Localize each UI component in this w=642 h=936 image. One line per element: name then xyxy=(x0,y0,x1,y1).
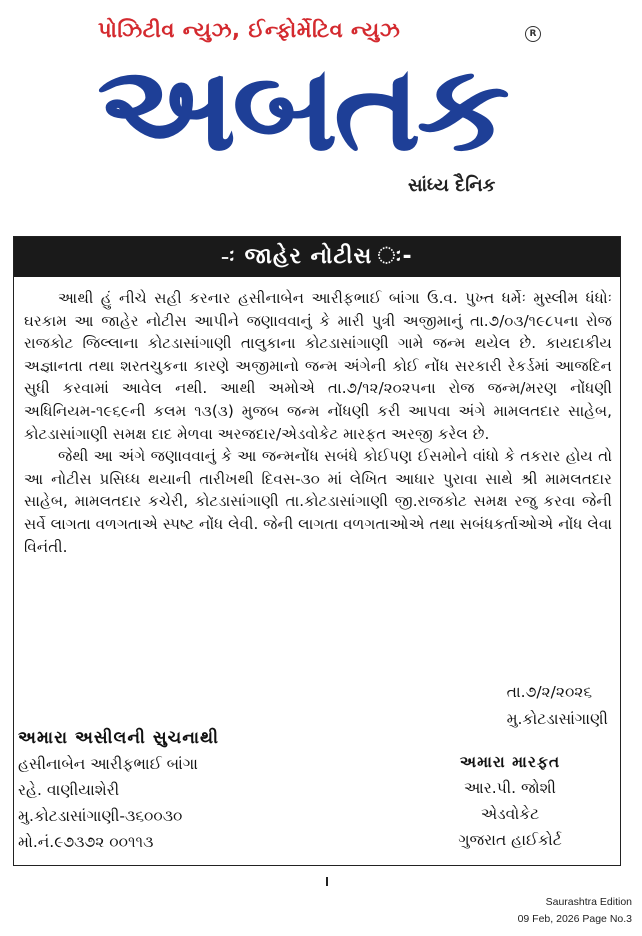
advocate-block xyxy=(430,749,590,853)
page-footer xyxy=(518,894,632,928)
edition-type: સાંધ્ય દૈનિક xyxy=(408,175,496,196)
notice-heading: -ઃ જાહેર નોટીસ ઃ- xyxy=(14,237,620,277)
footer-edition: Saurashtra Edition xyxy=(545,896,632,908)
advocate-line: આર.પી. જોશી xyxy=(464,779,556,797)
advocate-line: ગુજરાત હાઈકોર્ટ xyxy=(458,831,562,849)
notice-place: મુ.કોટડાસાંગાણી xyxy=(506,710,608,728)
client-line: મો.નં.૯૭૩૭૨ ૦૦૧૧૩ xyxy=(18,833,154,851)
masthead-tagline: પોઝિટીવ ન્યુઝ, ઈન્ફોર્મેટિવ ન્યુઝ xyxy=(98,18,401,42)
client-block xyxy=(18,725,219,855)
notice-paragraph: જેથી આ અંગે જણાવવાનું કે આ જન્મનોંધ સબંધે કોઈપણ ઈસમોને વાંધો કે તકરાર હોય તો આ નોટીસ પ્રસિધ્ધ થયાની તારીખથી દિવસ-૩૦ માં લેખિત આધાર પુરાવા સાથે શ્રી મામલતદાર સાહેબ, મામલતદાર કચેરી, કોટડાસાંગાણી તા.કોટડાસાંગાણી જી.રાજકોટ સમક્ષ રજુ કરવા જેની સર્વે લાગતા વળગતાએ સ્પષ્ટ નોંધ લેવી. જેની લાગતા વળગતાઓએ તથા સબંધકર્તાઓએ નોંધ લેવા વિનંતી. xyxy=(24,447,612,556)
notice-date: તા.૭/૨/૨૦૨૬ xyxy=(506,683,593,701)
public-notice xyxy=(13,236,621,866)
client-line: મુ.કોટડાસાંગાણી-૩૬૦૦૩૦ xyxy=(18,807,183,825)
client-heading: અમારા અસીલની સુચનાથી xyxy=(18,728,219,748)
client-line: રહે. વાણીયાશેરી xyxy=(18,781,120,799)
advocate-heading: અમારા મારફત xyxy=(459,753,561,771)
notice-date-place xyxy=(507,679,608,733)
notice-paragraph: આથી હું નીચે સહી કરનાર હસીનાબેન આરીફભાઈ બાંગા ઉ.વ. પુખ્ત ધર્મેઃ મુસ્લીમ ધંધોઃ ઘરકામ આ જાહેર નોટીસ આપીને જણાવવાનું કે મારી પુત્રી અજીમાનું તા.૭/૦૩/૧૯૮૫ના રોજ રાજકોટ જિલ્લાના કોટડાસાંગાણી તાલુકાના કોટડાસાંગાણી ગામે જન્મ થયેલ છે. કાયદાકીય અજ્ઞાનતા તથા શરતચુકના કારણે અજીમાનો જન્મ અંગેની કોઈ નોંધ સરકારી રેકર્ડમાં આજદિન સુધી કરવામાં આવેલ નથી. આથી અમોએ તા.૭/૧૨/૨૦૨૫ના રોજ જન્મ/મરણ નોંધણી અધિનિયમ-૧૯૬૯ની કલમ ૧૩(૩) મુજબ જન્મ નોંધણી કરી આપવા અંગે મામલતદાર સાહેબ, કોટડાસાંગાણી સમક્ષ દાદ મેળવા અરજદાર/એડવોકેટ મારફત અરજી કરેલ છે. xyxy=(24,289,612,443)
notice-body xyxy=(24,287,612,558)
page-divider-mark xyxy=(326,877,328,886)
masthead xyxy=(0,0,642,215)
client-line: હસીનાબેન આરીફભાઈ બાંગા xyxy=(18,755,198,773)
advocate-line: એડવોકેટ xyxy=(480,805,540,823)
newspaper-logo: અબતક xyxy=(97,46,506,170)
registered-trademark-icon: R xyxy=(525,26,541,42)
footer-date-page: 09 Feb, 2026 Page No.3 xyxy=(517,913,632,925)
